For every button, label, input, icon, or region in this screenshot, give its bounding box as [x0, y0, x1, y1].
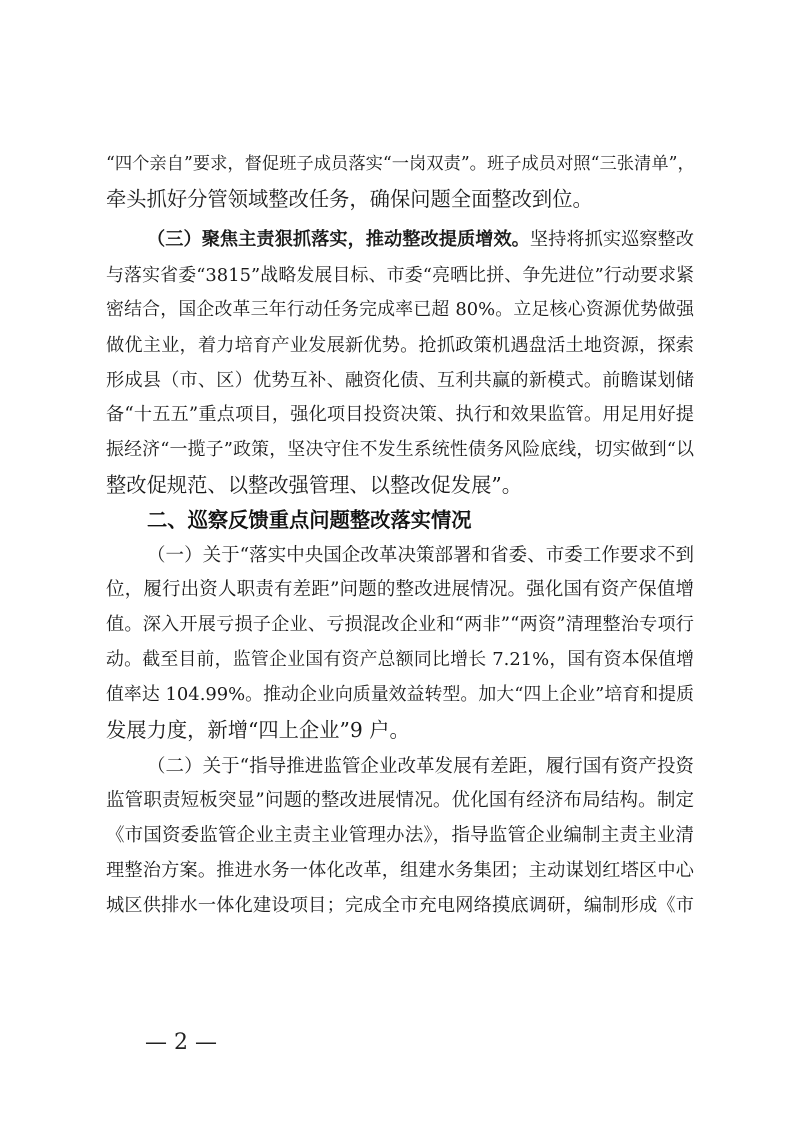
paragraph-line: 振经济“一揽子”政策，坚决守住不发生系统性债务风险底线，切实做到“以 [106, 439, 694, 460]
subheading-line: （一）关于“落实中央国企改革决策部署和省委、市委工作要求不到 [147, 545, 694, 566]
subheading-line: （二）关于“指导推进监管企业改革发展有差距，履行国有资产投资 [147, 756, 694, 777]
paragraph-line: “四个亲自”要求，督促班子成员落实“一岗双责”。班子成员对照“三张清单”， [106, 154, 695, 174]
paragraph-line: 做优主业，着力培育产业发展新优势。抢抓政策机遇盘活土地资源，探索 [106, 335, 694, 356]
paragraph-line: 形成县（市、区）优势互补、融资化债、互利共赢的新模式。前瞻谋划储 [106, 370, 694, 391]
subheading-one-end: 位，履行出资人职责有差距”问题的整改进展情况。 [106, 579, 527, 600]
paragraph-line: 理整治方案。推进水务一体化改革，组建水务集团；主动谋划红塔区中心 [106, 860, 694, 881]
subheading-three: （三）聚焦主责狠抓落实，推动整改提质增效。 [147, 229, 530, 250]
paragraph-line: 整改促规范、以整改强管理、以整改促发展”。 [106, 473, 522, 497]
paragraph-line: 城区供排水一体化建设项目；完成全市充电网络摸底调研，编制形成《市 [106, 895, 694, 916]
paragraph-line: 动。截至目前，监管企业国有资产总额同比增长 7.21%，国有资本保值增 [106, 649, 694, 670]
paragraph-line: 值。深入开展亏损子企业、亏损混改企业和“两非”“两资”清理整治专项行 [106, 614, 694, 635]
section-heading: 二、巡察反馈重点问题整改落实情况 [147, 508, 472, 532]
paragraph-line: 密结合，国企改革三年行动任务完成率已超 80%。立足核心资源优势做强 [106, 299, 694, 320]
paragraph-line: 与落实省委“3815”战略发展目标、市委“亮晒比拼、争先进位”行动要求紧 [106, 265, 694, 286]
subheading-line [106, 788, 694, 814]
paragraph-line: 发展力度，新增“四上企业”9 户。 [106, 718, 410, 742]
paragraph-line: 牵头抓好分管领域整改任务，确保问题全面整改到位。 [106, 187, 593, 211]
paragraph-text: 强化国有资产保值增 [526, 579, 694, 600]
subheading-line [147, 227, 694, 253]
subheading-line [106, 577, 694, 603]
paragraph-line: 《市国资委监管企业主责主业管理办法》，指导监管企业编制主责主业清 [106, 825, 694, 846]
paragraph-line: 值率达 104.99%。推动企业向质量效益转型。加大“四上企业”培育和提质 [106, 684, 694, 705]
paragraph-text: 坚持将抓实巡察整改 [529, 229, 694, 250]
subheading-two-end: 监管职责短板突显”问题的整改进展情况。 [106, 790, 452, 811]
paragraph-line: 备“十五五”重点项目，强化项目投资决策、执行和效果监管。用足用好提 [106, 404, 694, 425]
paragraph-text: 优化国有经济布局结构。制定 [451, 790, 694, 811]
page-number: — 2 — [145, 1030, 217, 1055]
